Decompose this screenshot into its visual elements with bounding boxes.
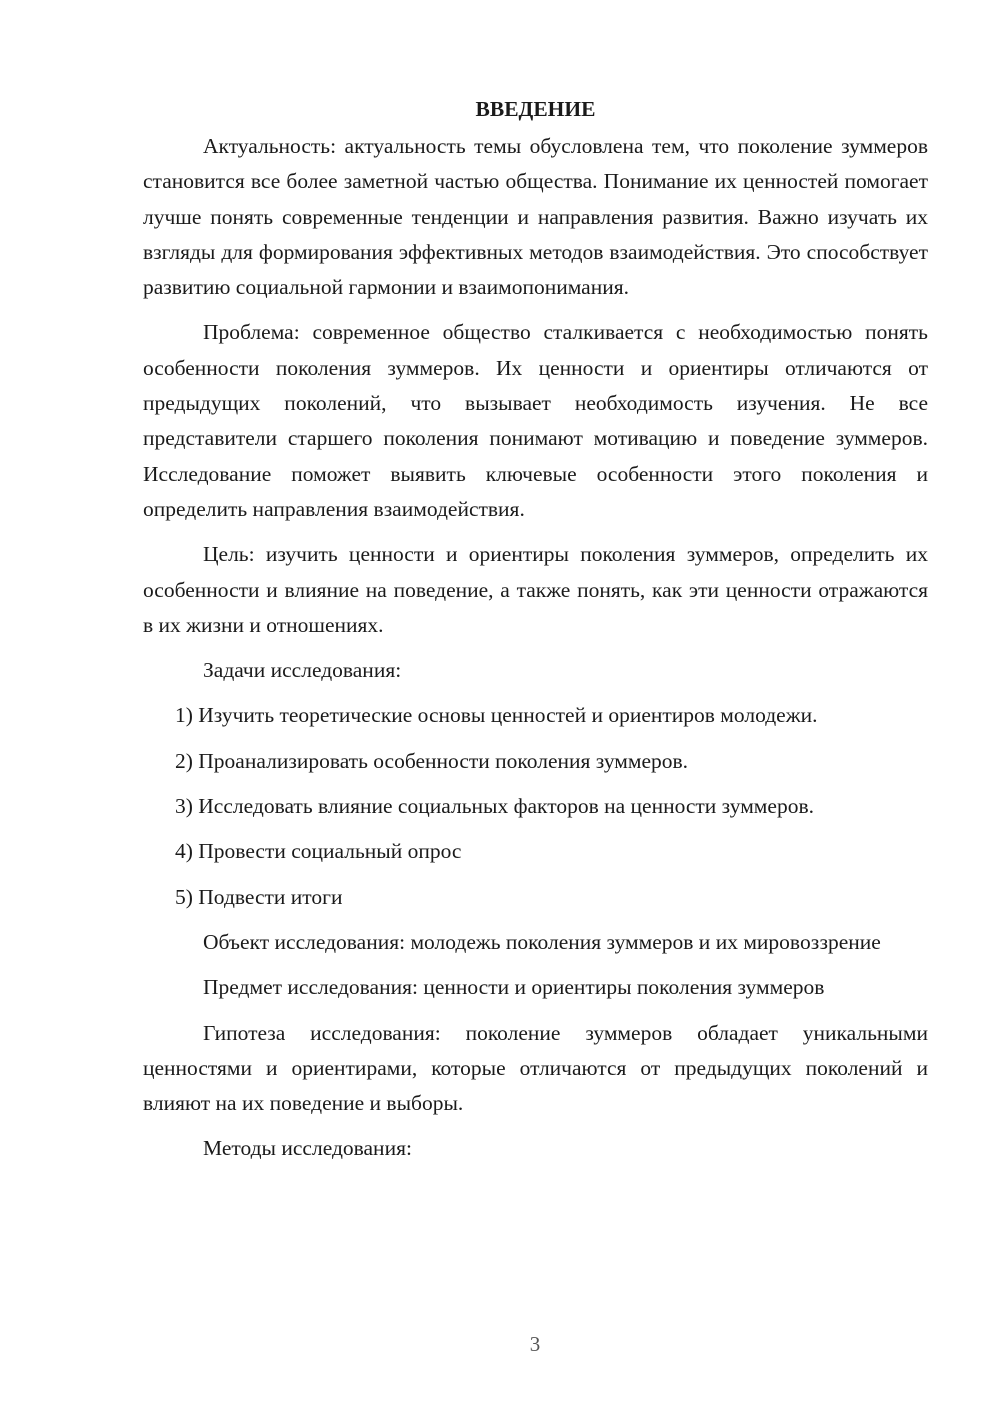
- paragraph-goal: Цель: изучить ценности и ориентиры поколения зуммеров, определить их особенности и влияние на поведение, а также понять, как эти ценности отражаются в их жизни и отношениях.: [143, 542, 928, 637]
- paragraph-problem: Проблема: современное общество сталкивается с необходимостью понять особенности поколения зуммеров. Их ценности и ориентиры отличаются от предыдущих поколений, что вызывает необходимость изучения. Не все представители старшего поколения понимают мотивацию и поведение зуммеров. Исследование поможет выявить ключевые особенности этого поколения и определить направления взаимодействия.: [143, 320, 928, 521]
- list-item: 4) Провести социальный опрос: [175, 839, 462, 864]
- paragraph-hypothesis: Гипотеза исследования: поколение зуммеров обладает уникальными ценностями и ориентирами, которые отличаются от предыдущих поколений и влияют на их поведение и выборы.: [143, 1020, 928, 1116]
- list-item: 2) Проанализировать особенности поколения зуммеров.: [175, 748, 689, 773]
- paragraph-subject: Предмет исследования: ценности и ориентиры поколения зуммеров: [203, 975, 825, 1000]
- section-title: ВВЕДЕНИЕ: [475, 97, 596, 121]
- paragraph-relevance: Актуальность: актуальность темы обусловлена тем, что поколение зуммеров становится все более заметной частью общества. Понимание их ценностей помогает лучше понять современные тенденции и направления развития. Важно изучать их взгляды для формирования эффективных методов взаимодействия. Это способствует развитию социальной гармонии и взаимопонимания.: [143, 134, 928, 300]
- page-number: 3: [529, 1332, 541, 1356]
- paragraph-object: Объект исследования: молодежь поколения зуммеров и их мировоззрение: [203, 929, 881, 954]
- list-item: 5) Подвести итоги: [175, 884, 343, 909]
- page-content: [143, 92, 928, 1177]
- list-item: 3) Исследовать влияние социальных факторов на ценности зуммеров.: [175, 794, 814, 819]
- tasks-list: [143, 698, 928, 914]
- paragraph-methods: Методы исследования:: [203, 1136, 412, 1161]
- list-item: 1) Изучить теоретические основы ценностей и ориентиров молодежи.: [175, 703, 818, 728]
- paragraph-tasks-heading: Задачи исследования:: [203, 658, 402, 683]
